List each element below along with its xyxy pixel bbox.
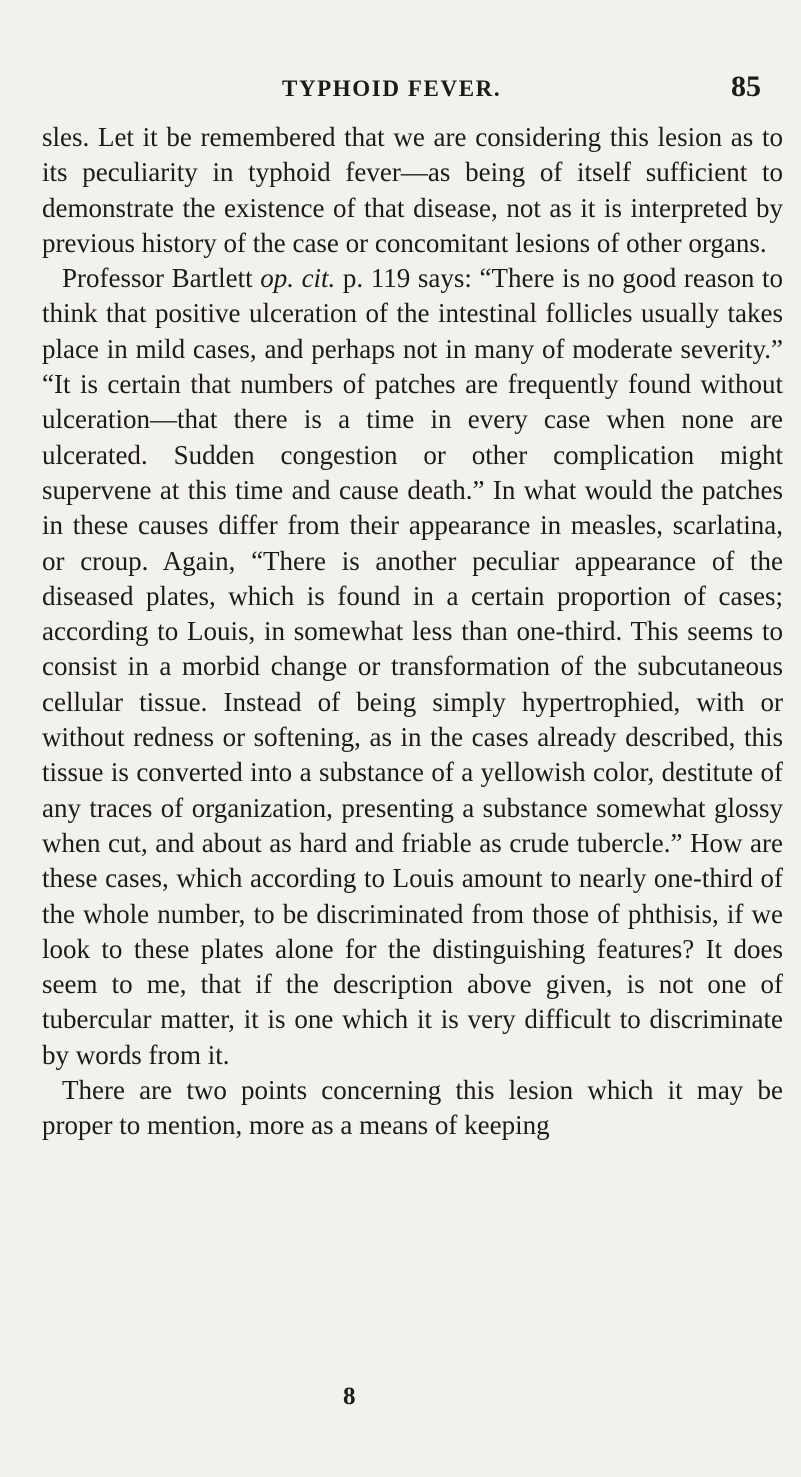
paragraph-1: sles. Let it be remembered that we are considering this lesion as to its peculiarity in typhoid fever—as being of itself sufficient to demonstrate the existence of that disease, not as it is interpreted by previous history of the case or concomitant lesions of other organs. [42,122,783,258]
page-number: 85 [731,70,761,103]
paragraph-2-lead: Professor Bartlett [62,263,261,294]
paragraph-3: There are two points concerning this lesion which it may be proper to mention, more as a means of keeping [42,1075,783,1141]
running-head [42,70,783,106]
paragraph-2-body: p. 119 says: “There is no good reason to think that positive ulceration of the intestinal follicles usually takes place in mild cases, and perhaps not in many of moderate severity.” “It is certain that numbers of patches are frequently found without ulceration—that there is a time in every case when none are ulcerated. Sudden congestion or other complication might supervene at this time and cause death.” In what would the patches in these causes differ from their appearance in measles, scarlatina, or croup. Again, “There is another peculiar appearance of the diseased plates, which is found in a certain proportion of cases; according to Louis, in somewhat less than one-third. This seems to consist in a morbid change or transformation of the subcutaneous cellular tissue. Instead of being simply hypertrophied, with or without redness or softening, as in the cases already described, this tissue is converted into a substance of a yellowish color, destitute of any traces of organization, presenting a substance somewhat glossy when cut, and about as hard and friable as crude tubercle.” How are these cases, which according to Louis amount to nearly one-third of the whole number, to be discriminated from those of phthisis, if we look to these plates alone for the distinguishing features? It does seem to me, that if the description above given, is not one of tubercular matter, it is one which it is very difficult to discriminate by words from it. [42,263,783,1070]
paragraph-2 [42,261,783,1073]
body-text [42,120,783,1144]
signature-mark: 8 [343,1383,356,1410]
citation-op-cit: op. cit. [260,263,336,294]
running-head-title: TYPHOID FEVER. [282,76,502,101]
